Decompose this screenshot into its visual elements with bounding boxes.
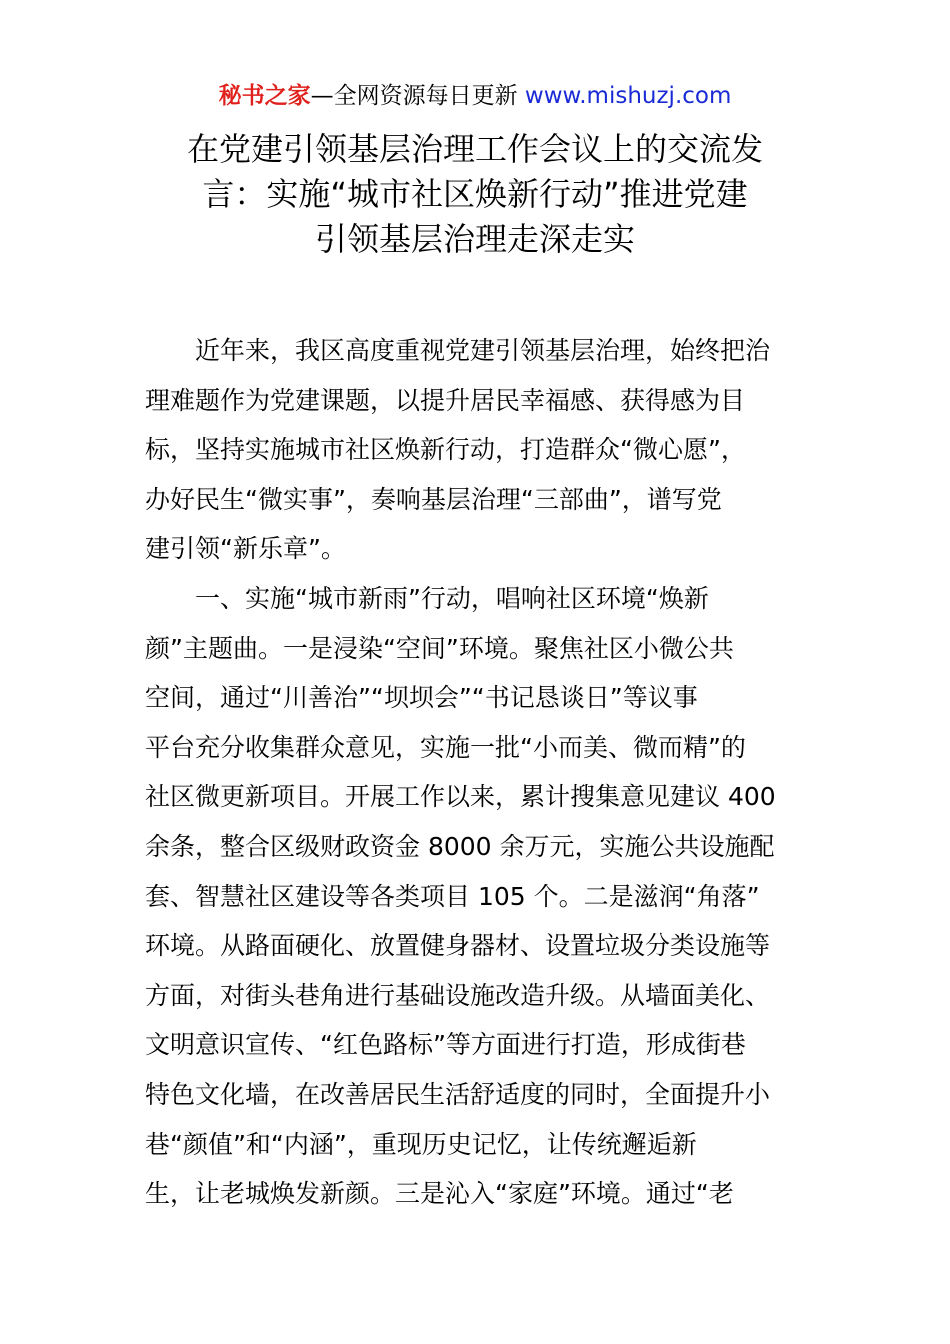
- title-line: 言：实施“城市社区焕新行动”推进党建: [202, 175, 748, 213]
- title-line: 在党建引领基层治理工作会议上的交流发: [186, 130, 763, 168]
- body-line: 社区微更新项目。开展工作以来，累计搜集意见建议 400: [145, 782, 776, 812]
- body-line: 颜”主题曲。一是浸染“空间”环境。聚焦社区小微公共: [145, 633, 734, 663]
- site-header: [0, 80, 950, 112]
- brand-name: 秘书之家: [218, 83, 311, 109]
- document-title: [145, 127, 805, 262]
- title-line: 引领基层治理走深走实: [314, 220, 635, 258]
- body-line: 环境。从路面硬化、放置健身器材、设置垃圾分类设施等: [145, 931, 771, 961]
- body-line: 建引领“新乐章”。: [145, 534, 346, 564]
- site-url-link[interactable]: www.mishuzj.com: [524, 83, 732, 109]
- body-line: 标，坚持实施城市社区焕新行动，打造群众“微心愿”，: [145, 435, 746, 465]
- body-line: 文明意识宣传、“红色路标”等方面进行打造，形成街巷: [145, 1030, 746, 1060]
- header-tagline: —全网资源每日更新: [310, 83, 525, 109]
- body-line: 平台充分收集群众意见，实施一批“小而美、微而精”的: [145, 732, 746, 762]
- body-line: 近年来，我区高度重视党建引领基层治理，始终把治: [195, 336, 771, 365]
- body-line: 特色文化墙，在改善居民生活舒适度的同时，全面提升小: [145, 1079, 771, 1109]
- body-line: 一、实施“城市新雨”行动，唱响社区环境“焕新: [195, 583, 709, 613]
- body-line: 空间，通过“川善治”“坝坝会”“书记恳谈日”等议事: [145, 683, 698, 713]
- body-line: 生，让老城焕发新颜。三是沁入“家庭”环境。通过“老: [145, 1179, 734, 1209]
- body-line: 理难题作为党建课题，以提升居民幸福感、获得感为目: [145, 385, 746, 415]
- document-body: [145, 326, 810, 1219]
- body-line: 方面，对街头巷角进行基础设施改造升级。从墙面美化、: [145, 980, 771, 1010]
- body-line: 办好民生“微实事”，奏响基层治理“三部曲”，谱写党: [145, 484, 722, 514]
- body-line: 套、智慧社区建设等各类项目 105 个。二是滋润“角落”: [145, 881, 760, 911]
- body-line: 巷“颜值”和“内涵”，重现历史记忆，让传统邂逅新: [145, 1129, 697, 1159]
- body-line: 余条，整合区级财政资金 8000 余万元，实施公共设施配: [145, 831, 775, 861]
